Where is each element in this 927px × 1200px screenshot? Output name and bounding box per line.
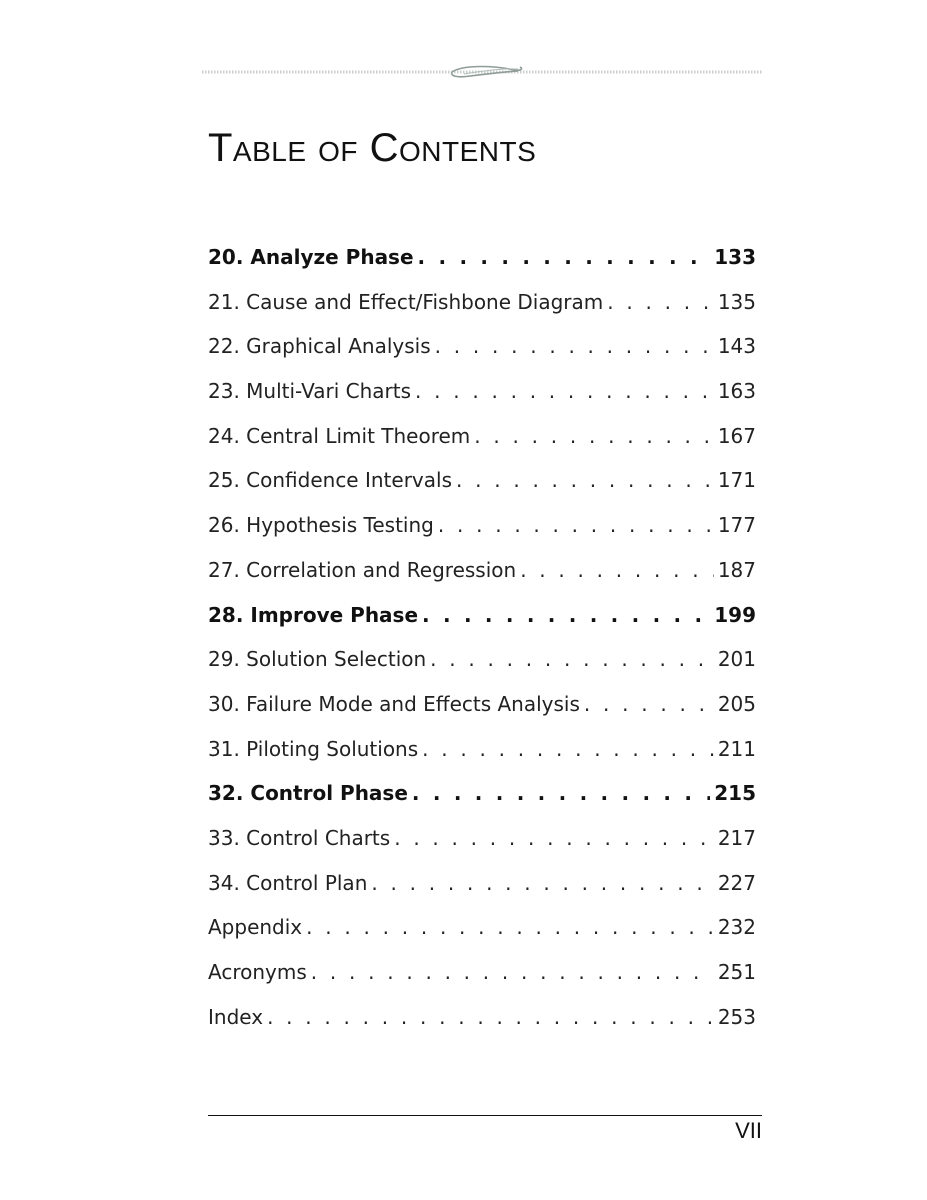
toc-entry-title: 32. Control Phase — [208, 781, 408, 806]
toc-entry[interactable] — [208, 324, 756, 369]
page-number: VII — [735, 1118, 762, 1143]
toc-entry[interactable] — [208, 458, 756, 503]
toc-entry[interactable] — [208, 369, 756, 414]
footer-rule — [208, 1115, 762, 1116]
toc-entry-page-number: 251 — [717, 960, 756, 984]
toc-entry-page-number: 199 — [714, 602, 756, 627]
toc-entry-page-number: 211 — [717, 736, 756, 761]
dot-leader — [435, 324, 714, 369]
toc-entry-page-number: 163 — [717, 379, 756, 404]
toc-entry[interactable] — [208, 816, 756, 861]
toc-entry-title: Appendix — [208, 915, 303, 940]
toc-entry[interactable] — [208, 548, 756, 593]
toc-entry[interactable] — [208, 995, 756, 1040]
toc-entry-title: 33. Control Charts — [208, 825, 391, 850]
toc-entry[interactable] — [208, 861, 756, 906]
toc-entry-title: 24. Central Limit Theorem — [208, 423, 471, 448]
toc-entry-page-number: 133 — [714, 245, 756, 269]
toc-entry[interactable] — [208, 682, 756, 727]
toc-entry-title: 26. Hypothesis Testing — [208, 513, 434, 538]
toc-entry-title: 22. Graphical Analysis — [208, 334, 431, 359]
toc-entry-title: 31. Piloting Solutions — [208, 736, 419, 761]
toc-entry[interactable] — [208, 771, 756, 816]
dot-leader — [418, 235, 711, 280]
toc-entry-title: Index — [208, 1004, 264, 1029]
toc-entry-title: 34. Control Plan — [208, 870, 368, 895]
toc-entry-title: 21. Cause and Effect/Fishbone Diagram — [208, 289, 604, 314]
toc-list — [208, 235, 756, 1039]
toc-entry[interactable] — [208, 637, 756, 682]
toc-entry-title: 29. Solution Selection — [208, 647, 427, 672]
toc-entry[interactable] — [208, 280, 756, 325]
toc-entry[interactable] — [208, 414, 756, 459]
toc-entry[interactable] — [208, 727, 756, 772]
dot-leader — [267, 995, 714, 1040]
dot-leader — [422, 727, 714, 772]
toc-entry-title: 28. Improve Phase — [208, 602, 419, 627]
toc-entry-title: 27. Correlation and Regression — [208, 557, 517, 582]
toc-entry-title: 30. Failure Mode and Effects Analysis — [208, 691, 580, 716]
toc-entry-page-number: 187 — [717, 557, 756, 582]
dot-leader — [438, 503, 714, 548]
toc-entry-title: 20. Analyze Phase — [208, 245, 414, 269]
toc-entry-page-number: 215 — [714, 781, 756, 806]
dot-leader — [394, 816, 714, 861]
dot-leader — [474, 414, 714, 459]
toc-entry-page-number: 177 — [717, 513, 756, 538]
page-title: Table of Contents — [208, 126, 537, 170]
toc-entry[interactable] — [208, 235, 756, 280]
toc-entry-page-number: 205 — [717, 691, 756, 716]
toc-entry[interactable] — [208, 905, 756, 950]
toc-entry-page-number: 232 — [717, 915, 756, 940]
toc-entry-title: Acronyms — [208, 960, 307, 984]
toc-entry-page-number: 253 — [717, 1004, 756, 1029]
toc-entry[interactable] — [208, 593, 756, 638]
toc-entry-page-number: 143 — [717, 334, 756, 359]
toc-entry-page-number: 171 — [717, 468, 756, 493]
dot-leader — [306, 905, 714, 950]
dot-leader — [422, 593, 710, 638]
dot-leader — [371, 861, 713, 906]
dot-leader — [412, 771, 710, 816]
toc-entry[interactable] — [208, 950, 756, 995]
toc-entry-page-number: 167 — [717, 423, 756, 448]
dot-leader — [520, 548, 714, 593]
toc-entry-title: 25. Confidence Intervals — [208, 468, 452, 493]
dot-leader — [456, 458, 714, 503]
toc-entry-page-number: 135 — [717, 289, 756, 314]
dot-leader — [415, 369, 714, 414]
toc-entry-page-number: 227 — [717, 870, 756, 895]
dot-leader — [607, 280, 714, 325]
toc-entry[interactable] — [208, 503, 756, 548]
toc-entry-title: 23. Multi-Vari Charts — [208, 379, 411, 404]
decorative-divider-icon — [202, 62, 762, 86]
dot-leader — [584, 682, 714, 727]
dot-leader — [430, 637, 714, 682]
toc-entry-page-number: 201 — [717, 647, 756, 672]
dot-leader — [311, 950, 714, 995]
toc-entry-page-number: 217 — [717, 825, 756, 850]
